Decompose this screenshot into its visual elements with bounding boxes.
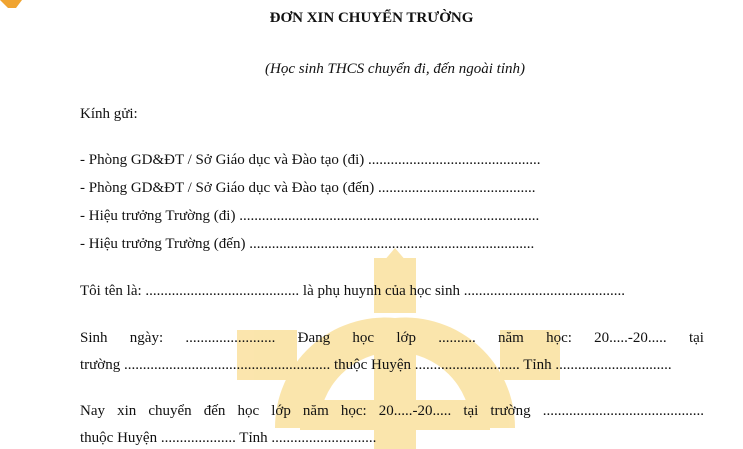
word: tại	[463, 403, 479, 419]
word: ...........................................	[542, 403, 704, 419]
word: năm	[302, 403, 329, 419]
word: học	[237, 403, 260, 419]
document-title: ĐƠN XIN CHUYỂN TRƯỜNG	[269, 10, 474, 26]
school-line: trường ....................................................... thuộc Huyện ............................ Tỉnh ...............................	[80, 357, 672, 373]
word: xin	[117, 403, 137, 419]
transfer-line	[80, 402, 704, 420]
recipient-line: - Phòng GD&ĐT / Sở Giáo dục và Đào tạo (đến) ..........................................	[80, 180, 536, 196]
word: tại	[688, 330, 704, 346]
word: 20.....-20.....	[378, 403, 452, 419]
word: ngày:	[129, 330, 164, 346]
word: ..........	[438, 330, 476, 346]
recipient-line: - Hiệu trưởng Trường (đến) ............................................................................	[80, 236, 535, 252]
word: chuyển	[148, 403, 192, 419]
recipient-line: - Hiệu trưởng Trường (đi) ................................................................................	[80, 208, 540, 224]
intro-line: Tôi tên là: ......................................... là phụ huynh của học sinh ...........................................	[80, 283, 625, 299]
word: học:	[546, 330, 572, 346]
word: lớp	[396, 330, 416, 346]
recipient-line: - Phòng GD&ĐT / Sở Giáo dục và Đào tạo (đi) ..............................................	[80, 152, 541, 168]
word: lớp	[271, 403, 291, 419]
word: Đang	[297, 330, 331, 346]
word: Sinh	[80, 330, 108, 346]
word: ........................	[185, 330, 276, 346]
word: 20.....-20.....	[594, 330, 667, 346]
word: trường	[490, 403, 531, 419]
greeting: Kính gửi:	[80, 106, 138, 122]
word: năm	[497, 330, 524, 346]
document-subtitle: (Học sinh THCS chuyển đi, đến ngoài tỉnh)	[265, 61, 525, 77]
word: Nay	[80, 403, 105, 419]
birth-line	[80, 329, 704, 347]
word: học:	[340, 403, 367, 419]
word: đến	[203, 403, 226, 419]
district-line: thuộc Huyện .................... Tỉnh ............................	[80, 430, 377, 446]
word: học	[352, 330, 375, 346]
